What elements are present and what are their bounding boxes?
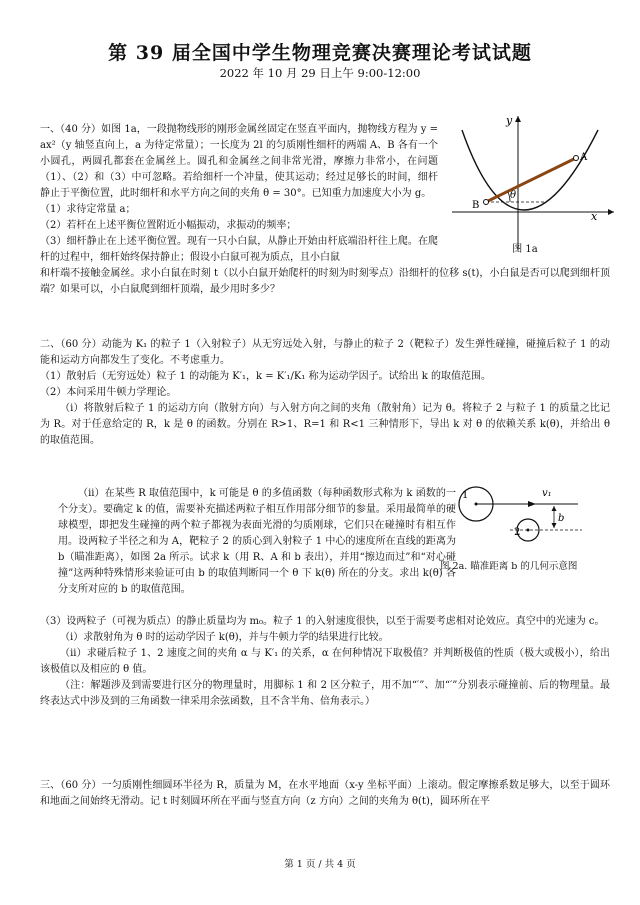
q1-part3b: 和杆端不接触金属丝。求小白鼠在时刻 t（以小白鼠开始爬杆的时刻为时刻零点）沿细杆的位移 s(t)，小白鼠是否可以爬到细杆顶端？如果可以，小白鼠爬到细杆顶端，最少用时多少？ [40, 268, 610, 295]
x-axis-label: x [591, 210, 598, 223]
particle-2-label: 2 [514, 527, 521, 538]
question-2-continued [40, 614, 610, 710]
question-2-text [40, 337, 610, 449]
point-b-label: B [472, 200, 480, 211]
velocity-label: v₁ [542, 488, 552, 499]
q2-part3-i: （i）求散射角为 θ 时的运动学因子 k(θ)，并与牛顿力学的结果进行比较。 [60, 632, 389, 643]
q2-main: 二、（60 分）动能为 K₁ 的粒子 1（入射粒子）从无穷远处入射，与静止的粒子 2（靶粒子）发生弹性碰撞，碰撞后粒子 1 的动能和运动方向都发生了变化。不考虑重力。 [40, 339, 610, 366]
question-1-text [40, 122, 438, 266]
q2-part3-ii: （ii）求碰后粒子 1、2 速度之间的夹角 α 与 K′₁ 的关系，α 在何种情况下取极值？并判断极值的性质（极大或极小），给出该极值以及相应的 θ 值。 [40, 648, 610, 675]
q1-part1: （1）求待定常量 a； [40, 204, 136, 215]
figure-2a-caption: 图 2a. 瞄准距离 b 的几何示意图 [440, 561, 578, 572]
q2-part3: （3）设两粒子（可视为质点）的静止质量均为 m₀。粒子 1 的入射速度很快，以至于需要考虑相对论效应。真空中的光速为 c。 [40, 616, 605, 627]
exam-date: 2022 年 10 月 29 日上午 9:00-12:00 [219, 66, 421, 80]
q1-main: 一、（40 分）如图 1a，一段抛物线形的刚形金属丝固定在竖直平面内，抛物线方程为 y = ax²（y 轴竖直向上，a 为待定常量）；一长度为 2l 的匀质刚性细杆的两端 A、B 各有一个小圆孔，两圆孔都套在金属丝上。圆孔和金属丝之间非常光滑，摩擦力非常小，在问题（1）、（2）和（3）中可忽略。若给细杆一个冲量，使其运动；经过足够长的时间，细杆静止于平衡位置，此时细杆和水平方向之间的夹角 θ = 30°。已知重力加速度大小为 g。 [40, 124, 438, 199]
q2-part2-i: （i）将散射后粒子 1 的运动方向（散射方向）与入射方向之间的夹角（散射角）记为 θ。将粒子 2 与粒子 1 的质量之比记为 R。对于任意给定的 R，k 是 θ 的函数。分别在 R>1、R=1 和 R<1 三种情形下，导出 k 对 θ 的依赖关系 k(θ)，并给出 θ 的取值范围。 [40, 403, 610, 446]
impact-b-label: b [558, 513, 565, 524]
angle-theta-label: θ [510, 190, 517, 201]
point-a-label: A [580, 152, 588, 163]
q1-part2: （2）若杆在上述平衡位置附近小幅振动，求振动的频率； [40, 220, 297, 231]
figure-2a-impact-parameter [458, 484, 614, 542]
y-axis-label: y [506, 114, 513, 127]
page-footer: 第 1 页 / 共 4 页 [284, 859, 356, 870]
figure-1a-caption: 图 1a [512, 244, 538, 255]
particle-1-label: 1 [462, 490, 469, 501]
q2-part1: （1）散射后（无穷远处）粒子 1 的动能为 K′₁，k = K′₁/K₁ 称为运动学因子。试给出 k 的取值范围。 [40, 371, 492, 382]
q2-part2-ii: （ii）在某些 R 取值范围中，k 可能是 θ 的多值函数（每种函数形式称为 k 函数的一个分支）。要确定 k 的值，需要补充描述两粒子相互作用部分细节的参量。采用最简单的硬球模型，即把发生碰撞的两个粒子都视为表面光滑的匀质刚球，它们只在碰撞时有相互作用。设两粒子半径之和为 A，靶粒子 2 的质心到入射粒子 1 中心的速度所在直线的距离为 b（瞄准距离），如图 2a 所示。试求 k（用 R、A 和 b 表出），并用“擦边而过”和“对心碰撞”这两种特殊情形来验证可由 b 的取值判断同一个 θ 下 k(θ) 所在的分支。求出 k(θ) 各分支所对应的 b 的取值范围。 [58, 488, 456, 595]
q1-part3a: （3）细杆静止在上述平衡位置。现有一只小白鼠，从静止开始由杆底端沿杆往上爬。在爬杆的过程中，细杆始终保持静止；假设小白鼠可视为质点，且小白鼠 [40, 236, 438, 263]
question-3-text: 三、（60 分）一匀质刚性细圆环半径为 R，质量为 M，在水平地面（x-y 坐标平面）上滚动。假定摩擦系数足够大，以至于圆环和地面之间始终无滑动。记 t 时刻圆环所在平面与竖直方向（z 方向）之间的夹角为 θ(t)，圆环所在平 [40, 780, 610, 807]
q2-part2: （2）本问采用牛顿力学理论。 [40, 387, 177, 398]
page-title: 第 39 届全国中学生物理竞赛决赛理论考试试题 [108, 42, 532, 64]
q2-note: （注：解题涉及到需要进行区分的物理量时，用脚标 1 和 2 区分粒子，用不加“′”、加“′”分别表示碰撞前、后的物理量。最终表达式中涉及到的三角函数一律采用余弦函数，且不含半角、倍角表示。） [40, 680, 610, 707]
